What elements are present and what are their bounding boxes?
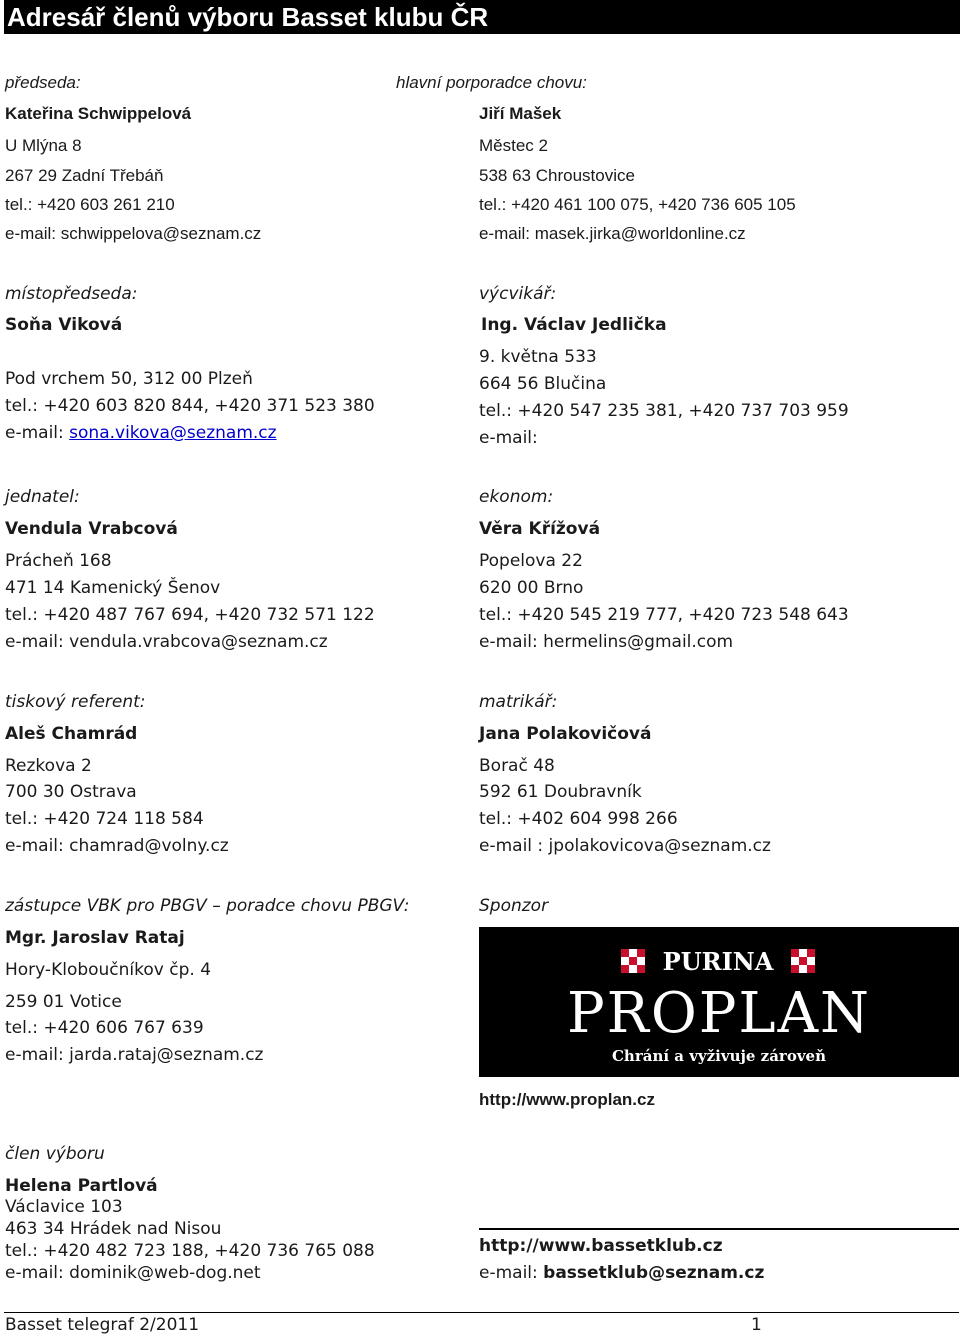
page-title: Adresář členů výboru Basset klubu ČR	[7, 2, 489, 32]
predseda-name: Kateřina Schwippelová	[5, 104, 192, 123]
mistopredseda-address: Pod vrchem 50, 312 00 Plzeň	[5, 369, 253, 389]
jednatel-city: 471 14 Kamenický Šenov	[5, 578, 221, 598]
mistopredseda-email-link[interactable]: sona.vikova@seznam.cz	[69, 423, 277, 443]
footer-page-number: 1	[751, 1315, 762, 1335]
matrikar-street: Borač 48	[479, 756, 555, 776]
jednatel-name: Vendula Vrabcová	[5, 519, 178, 539]
vycvikar-tel: tel.: +420 547 235 381, +420 737 703 959	[479, 401, 849, 421]
clen-name: Helena Partlová	[5, 1176, 158, 1196]
jednatel-role: jednatel:	[5, 487, 80, 507]
club-email-value[interactable]: bassetklub@seznam.cz	[543, 1263, 765, 1283]
vycvikar-email: e-mail:	[479, 428, 538, 448]
jednatel-tel: tel.: +420 487 767 694, +420 732 571 122	[5, 605, 375, 625]
proplan-logo	[479, 927, 959, 1077]
vycvikar-city: 664 56 Blučina	[479, 374, 607, 394]
matrikar-role: matrikář:	[479, 692, 558, 712]
predseda-street: U Mlýna 8	[5, 136, 82, 155]
sponzor-role: Sponzor	[479, 896, 549, 916]
poradce-tel: tel.: +420 461 100 075, +420 736 605 105	[479, 195, 796, 214]
mistopredseda-name: Soňa Viková	[5, 315, 123, 335]
clen-email: e-mail: dominik@web-dog.net	[5, 1263, 261, 1283]
jednatel-email: e-mail: vendula.vrabcova@seznam.cz	[5, 632, 328, 652]
mistopredseda-email	[5, 424, 277, 444]
matrikar-tel: tel.: +402 604 998 266	[479, 809, 678, 829]
page-title-bar	[4, 0, 960, 34]
clen-role: člen výboru	[5, 1144, 105, 1164]
zastupce-tel: tel.: +420 606 767 639	[5, 1018, 204, 1038]
matrikar-city: 592 61 Doubravník	[479, 782, 642, 802]
poradce-city: 538 63 Chroustovice	[479, 166, 635, 185]
predseda-city: 267 29 Zadní Třebáň	[5, 166, 164, 185]
proplan-wordmark: PROPLAN	[566, 981, 872, 1046]
footer	[4, 1312, 959, 1339]
poradce-name: Jiří Mašek	[479, 104, 562, 123]
predseda-tel: tel.: +420 603 261 210	[5, 195, 175, 214]
vycvikar-street: 9. května 533	[479, 347, 597, 367]
vycvikar-name: Ing. Václav Jedlička	[481, 315, 667, 335]
poradce-role: hlavní porporadce chovu:	[396, 73, 587, 92]
tiskovy-city: 700 30 Ostrava	[5, 782, 137, 802]
club-url[interactable]: http://www.bassetklub.cz	[479, 1236, 723, 1256]
club-divider	[479, 1228, 959, 1230]
tiskovy-email: e-mail: chamrad@volny.cz	[5, 836, 229, 856]
matrikar-name: Jana Polakovičová	[479, 724, 652, 744]
zastupce-name: Mgr. Jaroslav Rataj	[5, 928, 185, 948]
ekonom-tel: tel.: +420 545 219 777, +420 723 548 643	[479, 605, 849, 625]
email-label: e-mail:	[5, 423, 70, 443]
proplan-logo-graphic	[479, 927, 959, 1077]
ekonom-email: e-mail: hermelins@gmail.com	[479, 632, 734, 652]
sponzor-url[interactable]: http://www.proplan.cz	[479, 1090, 655, 1109]
predseda-email: e-mail: schwippelova@seznam.cz	[5, 224, 262, 243]
matrikar-email: e-mail : jpolakovicova@seznam.cz	[479, 836, 771, 856]
clen-street: Václavice 103	[5, 1197, 123, 1217]
poradce-street: Městec 2	[479, 136, 548, 155]
tiskovy-street: Rezkova 2	[5, 756, 92, 776]
club-email	[479, 1264, 764, 1284]
tiskovy-tel: tel.: +420 724 118 584	[5, 809, 204, 829]
tiskovy-name: Aleš Chamrád	[5, 724, 138, 744]
predseda-role: předseda:	[5, 73, 81, 92]
zastupce-role: zástupce VBK pro PBGV – poradce chovu PBGV:	[5, 896, 410, 916]
clen-city: 463 34 Hrádek nad Nisou	[5, 1219, 222, 1239]
ekonom-name: Věra Křížová	[479, 519, 601, 539]
ekonom-role: ekonom:	[479, 487, 554, 507]
club-email-label: e-mail:	[479, 1263, 544, 1283]
zastupce-street: Hory-Kloboučníkov čp. 4	[5, 960, 212, 980]
ekonom-city: 620 00 Brno	[479, 578, 584, 598]
mistopredseda-tel: tel.: +420 603 820 844, +420 371 523 380	[5, 396, 375, 416]
clen-tel: tel.: +420 482 723 188, +420 736 765 088	[5, 1241, 375, 1261]
ekonom-street: Popelova 22	[479, 551, 583, 571]
proplan-slogan: Chrání a vyživuje zároveň	[611, 1047, 827, 1065]
tiskovy-role: tiskový referent:	[5, 692, 146, 712]
zastupce-city: 259 01 Votice	[5, 992, 122, 1012]
purina-wordmark: PURINA	[662, 947, 774, 976]
jednatel-street: Prácheň 168	[5, 551, 112, 571]
poradce-email: e-mail: masek.jirka@worldonline.cz	[479, 224, 746, 243]
footer-publication: Basset telegraf 2/2011	[5, 1315, 200, 1335]
zastupce-email: e-mail: jarda.rataj@seznam.cz	[5, 1045, 264, 1065]
mistopredseda-role: místopředseda:	[5, 284, 138, 304]
vycvikar-role: výcvikář:	[479, 284, 557, 304]
